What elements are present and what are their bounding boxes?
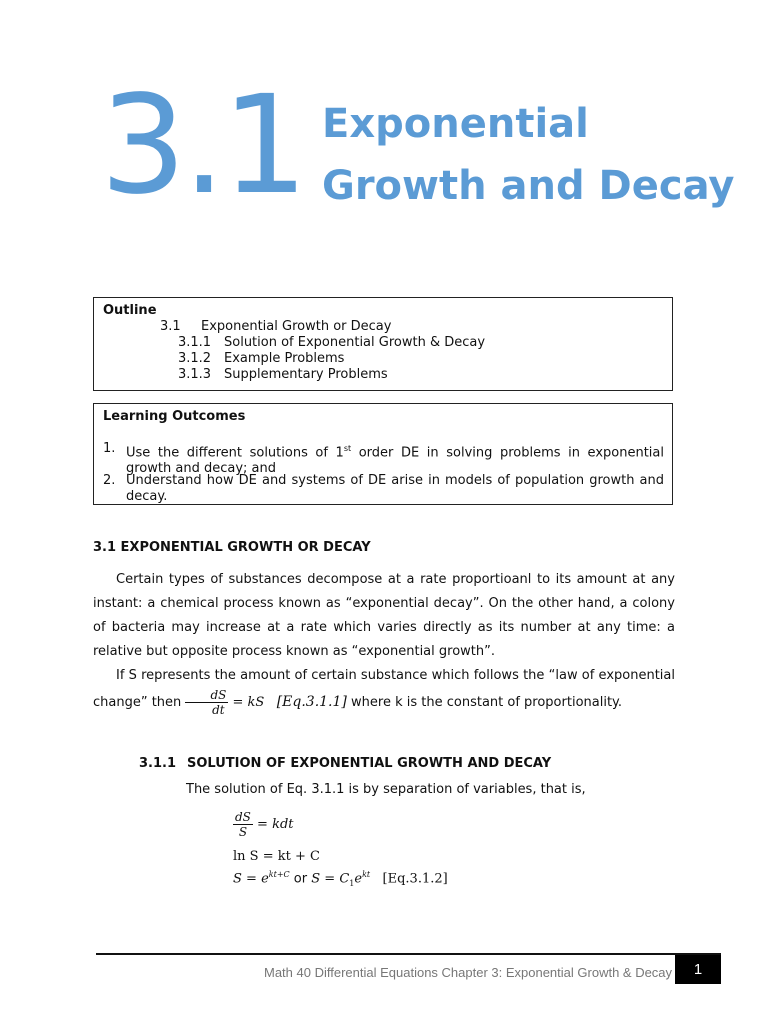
equation-rhs: = kdt (257, 817, 294, 832)
fraction-numerator: dS (235, 810, 251, 824)
learning-outcome-text-end: order DE in solving problems in exponential growth and decay; and (126, 445, 664, 477)
fraction-denominator: S (238, 825, 248, 839)
derivative-fraction (185, 688, 228, 717)
page-number: 1 (675, 955, 721, 984)
learning-outcomes-heading: Learning Outcomes (103, 409, 246, 424)
outline-item-number: 3.1.2 (178, 351, 212, 366)
or-text: or (293, 871, 308, 887)
chapter-title-line2: Growth and Decay (322, 163, 735, 209)
outline-box (93, 297, 673, 391)
outline-item-label: Supplementary Problems (224, 367, 388, 382)
learning-outcome-item (103, 441, 664, 477)
equation-solution (233, 870, 448, 888)
footer-text: Math 40 Differential Equations Chapter 3: Exponential Growth & Decay (264, 965, 673, 980)
outline-item-label: Example Problems (224, 351, 345, 366)
outline-item-label: Exponential Growth or Decay (201, 319, 392, 334)
learning-outcome-number: 1. (103, 441, 116, 456)
outline-heading: Outline (103, 303, 157, 318)
outline-item-label: Solution of Exponential Growth & Decay (224, 335, 486, 350)
equation-reference: [Eq.3.1.1] (276, 694, 347, 710)
superscript-st: st (343, 444, 352, 453)
outline-item-number: 3.1.1 (178, 335, 212, 350)
chapter-number: 3.1 (100, 67, 305, 225)
outline-item-number: 3.1.3 (178, 367, 212, 382)
outline-item (178, 367, 388, 382)
outline-item (178, 335, 485, 350)
equation-lhs: S = e (233, 871, 269, 887)
fraction-numerator: dS (185, 688, 228, 703)
equation-rhs-e: e (354, 871, 363, 887)
fraction (233, 810, 253, 839)
subscript: 1 (349, 878, 355, 888)
learning-outcome-text: Understand how DE and systems of DE arise in models of population growth and decay. (126, 473, 664, 504)
fraction-denominator: dt (212, 703, 225, 717)
footer-rule (96, 953, 721, 955)
outline-item (160, 319, 391, 334)
outline-item-number: 3.1 (160, 319, 181, 334)
chapter-title-line1: Exponential (322, 101, 589, 147)
section-heading: 3.1 EXPONENTIAL GROWTH OR DECAY (93, 540, 371, 555)
equation-log: ln S = kt + C (233, 849, 320, 864)
outline-item (178, 351, 344, 366)
equation-rhs: = kS (232, 695, 265, 710)
subsection-heading (139, 756, 551, 771)
paragraph-text: where k is the constant of proportionality. (351, 695, 623, 710)
equation-reference: [Eq.3.1.2] (382, 871, 448, 887)
learning-outcomes-box (93, 403, 673, 505)
learning-outcome-number: 2. (103, 473, 116, 488)
subsection-number: 3.1.1 (139, 756, 177, 771)
exponent: kt (362, 870, 371, 879)
learning-outcome-item (103, 473, 664, 505)
section-paragraph: Certain types of substances decompose at a rate proportioanl to its amount at any instant: a chemical process known as “exponential decay”. On the other hand, a colony of bacteria may increase at a rate which varies directly as its number at any time: a relative but opposite process known as “exponential growth”. (93, 572, 675, 659)
equation-separation (233, 810, 294, 839)
paragraph-text: If S represents the amount of certain substance which follows the “law of exponential change” then (93, 668, 675, 710)
learning-outcome-text-start: Use the different solutions of 1 (126, 445, 344, 461)
equation-rhs: S = C (311, 871, 350, 887)
subsection-intro: The solution of Eq. 3.1.1 is by separation of variables, that is, (186, 782, 586, 797)
exponent: kt+C (268, 870, 290, 879)
subsection-title: SOLUTION OF EXPONENTIAL GROWTH AND DECAY (187, 756, 552, 771)
section-paragraph-equation (93, 664, 675, 717)
